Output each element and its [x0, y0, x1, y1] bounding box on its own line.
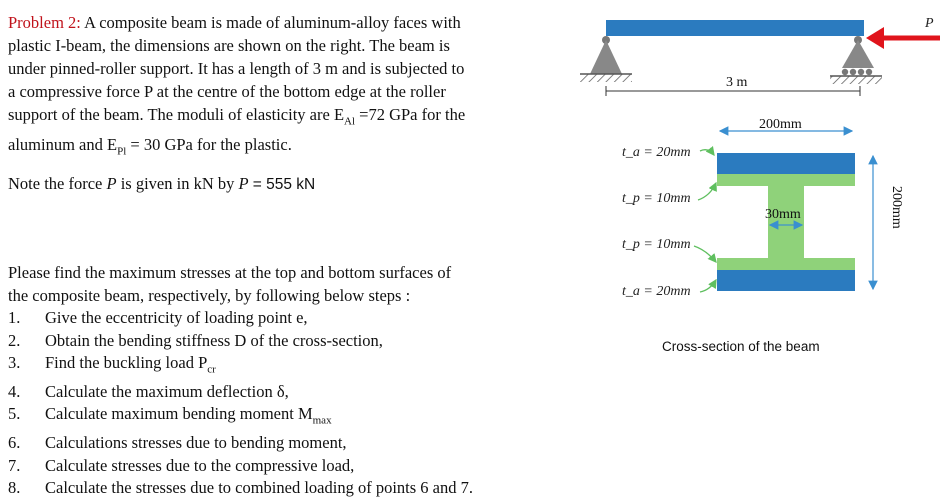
cross-section	[717, 153, 855, 291]
height-label: 200mm	[889, 186, 904, 229]
instructions-line-2: the composite beam, respectively, by following below steps :	[8, 286, 411, 305]
step-text: Obtain the bending stiffness D of the cross-section,	[45, 330, 383, 350]
instructions-line-1: Please find the maximum stresses at the top and bottom surfaces of	[8, 263, 452, 282]
top-aluminum-face	[717, 153, 855, 174]
cross-section-caption: Cross-section of the beam	[662, 339, 820, 354]
ta-top-pointer	[700, 150, 714, 155]
step-num: 4.	[8, 381, 21, 401]
top-plastic-flange	[717, 174, 855, 186]
mod-al-value: =72 GPa for the	[359, 105, 466, 124]
step-num: 2.	[8, 330, 21, 350]
step-num: 5.	[8, 404, 21, 424]
roller-support	[830, 36, 882, 84]
step-text: Calculate the stresses due to combined loading of points 6 and 7.	[45, 478, 473, 498]
step5-sub: max	[312, 414, 332, 427]
step-num: 1.	[8, 308, 21, 327]
tp-top-pointer	[698, 183, 716, 200]
problem-line-4: a compressive force P at the centre of the bottom edge at the roller	[8, 82, 446, 101]
note-mid: is given in kN by	[120, 174, 235, 193]
step-text: Calculate maximum bending moment M	[45, 404, 313, 424]
pinned-support	[580, 36, 632, 82]
step-text: Calculate stresses due to the compressive load,	[45, 455, 355, 475]
problem-line-6: aluminum and E	[8, 135, 118, 155]
problem-line-2: plastic I-beam, the dimensions are shown on the right. The beam is	[8, 36, 450, 55]
problem-line-1: A composite beam is made of aluminum-alloy faces with	[84, 13, 461, 32]
step-num: 8.	[8, 478, 21, 498]
plastic-web	[768, 186, 804, 258]
step-num: 7.	[8, 455, 21, 475]
ta-top-label: t_a = 20mm	[622, 145, 691, 160]
ta-bot-pointer	[700, 280, 716, 292]
step-text: Give the eccentricity of loading point e,	[45, 308, 308, 327]
ta-bot-label: t_a = 20mm	[622, 284, 691, 299]
step-text: Calculations stresses due to bending moment,	[45, 433, 347, 453]
step3-sub: cr	[207, 363, 216, 376]
problem-line-5: support of the beam. The moduli of elasticity are E	[8, 105, 345, 124]
tp-bot-pointer	[694, 246, 716, 262]
mod-al-sub: Al	[344, 115, 356, 128]
beam	[606, 20, 864, 36]
length-label: 3 m	[726, 75, 748, 90]
problem-heading: Problem 2:	[8, 13, 81, 32]
note-eq-var: P	[238, 174, 249, 193]
note-prefix: Note the force	[8, 174, 103, 193]
step-text: Find the buckling load P	[45, 353, 208, 372]
bottom-plastic-flange	[717, 258, 855, 270]
mod-pl-value: = 30 GPa for the plastic.	[130, 135, 292, 155]
bottom-aluminum-face	[717, 270, 855, 291]
tp-top-label: t_p = 10mm	[622, 191, 691, 206]
step-num: 3.	[8, 353, 21, 372]
web-label: 30mm	[765, 207, 801, 222]
width-label: 200mm	[759, 117, 802, 132]
step-num: 6.	[8, 433, 21, 453]
tp-bot-label: t_p = 10mm	[622, 237, 691, 252]
problem-line-3: under pinned-roller support. It has a length of 3 m and is subjected to	[8, 59, 465, 78]
note-value: = 555 kN	[252, 176, 316, 193]
note-var: P	[106, 174, 117, 193]
mod-pl-sub: Pl	[117, 145, 127, 158]
step-text: Calculate the maximum deflection δ,	[45, 381, 289, 401]
force-label: P	[925, 16, 934, 31]
